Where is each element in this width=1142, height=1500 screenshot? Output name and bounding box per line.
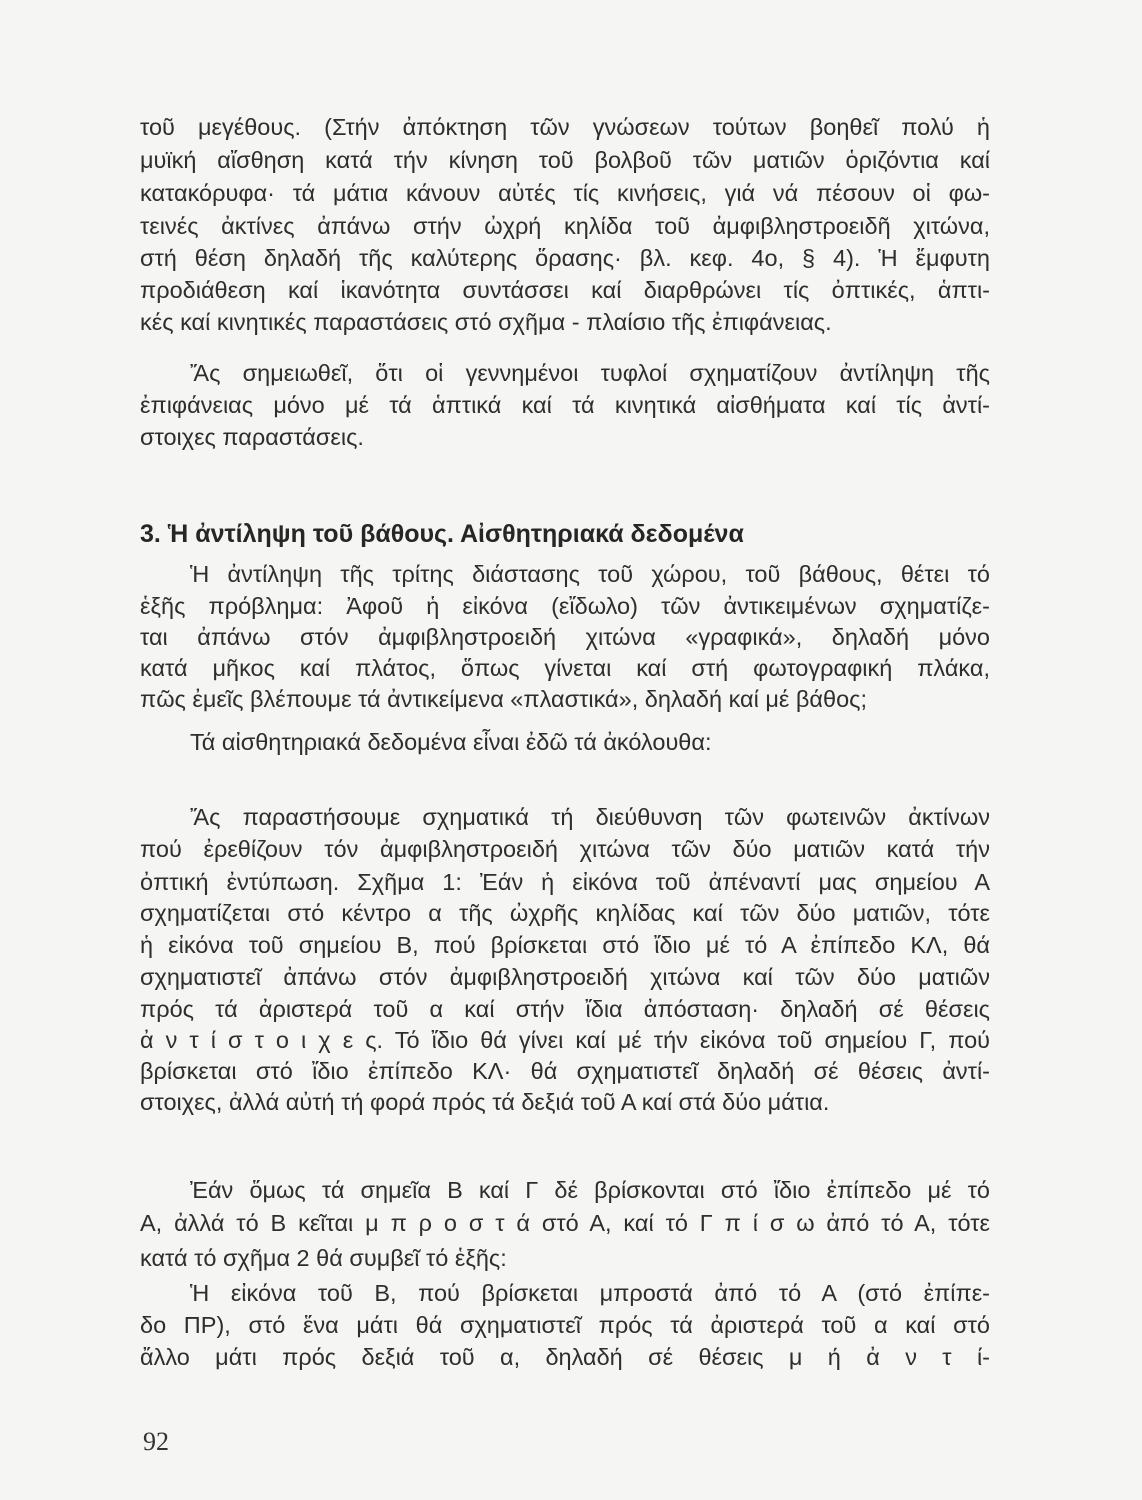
text-line: Ἄς σημειωθεῖ, ὅτι οἱ γεννημένοι τυφλοί σχηματίζουν ἀντίληψη τῆς: [190, 360, 990, 386]
text-line: πρός τά ἀριστερά τοῦ α καί στήν ἴδια ἀπόσταση· δηλαδή σέ θέσεις: [140, 996, 990, 1022]
text-line: κές καί κινητικές παραστάσεις στό σχῆμα - πλαίσιο τῆς ἐπιφάνειας.: [140, 309, 832, 335]
text-line: τεινές ἀκτίνες ἀπάνω στήν ὠχρή κηλίδα τοῦ ἀμφιβληστροειδῆ χιτώνα,: [140, 213, 990, 239]
text-line: στοιχες παραστάσεις.: [140, 424, 364, 450]
text-line: τοῦ μεγέθους. (Στήν ἀπόκτηση τῶν γνώσεων τούτων βοηθεῖ πολύ ἡ: [140, 114, 990, 140]
text-line: προδιάθεση καί ἱκανότητα συντάσσει καί διαρθρώνει τίς ὀπτικές, ἁπτι-: [140, 277, 990, 303]
text-line: ται ἀπάνω στόν ἀμφιβληστροειδή χιτώνα «γραφικά», δηλαδή μόνο: [140, 624, 990, 650]
text-line: ἄλλο μάτι πρός δεξιά τοῦ α, δηλαδή σέ θέσεις μ ή ἀ ν τ ί-: [140, 1344, 990, 1370]
text-line: ὀπτική ἐντύπωση. Σχῆμα 1: Ἐάν ἡ εἰκόνα τοῦ ἀπέναντί μας σημείου Α: [140, 869, 990, 895]
text-line: σχηματίζεται στό κέντρο α τῆς ὠχρῆς κηλίδας καί τῶν δύο ματιῶν, τότε: [140, 900, 990, 926]
text-line: πῶς ἐμεῖς βλέπουμε τά ἀντικείμενα «πλαστικά», δηλαδή καί μέ βάθος;: [140, 686, 868, 712]
text-line: ἀ ν τ ί σ τ ο ι χ ε ς. Τό ἴδιο θά γίνει καί μέ τήν εἰκόνα τοῦ σημείου Γ, πού: [140, 1027, 990, 1053]
text-line: Ἡ εἰκόνα τοῦ Β, πού βρίσκεται μπροστά ἀπό τό Α (στό ἐπίπε-: [190, 1280, 990, 1306]
text-line: δο ΠΡ), στό ἕνα μάτι θά σχηματιστεῖ πρός τά ἀριστερά τοῦ α καί στό: [140, 1312, 990, 1338]
page-number: 92: [143, 1427, 169, 1456]
text-line: ἐπιφάνειας μόνο μέ τά ἁπτικά καί τά κινητικά αἰσθήματα καί τίς ἀντί-: [140, 392, 990, 418]
text-line: κατά τό σχῆμα 2 θά συμβεῖ τό ἑξῆς:: [140, 1245, 507, 1271]
section-heading: 3. Ἡ ἀντίληψη τοῦ βάθους. Αἰσθητηριακά δεδομένα: [140, 520, 744, 548]
text-line: Ἡ ἀντίληψη τῆς τρίτης διάστασης τοῦ χώρου, τοῦ βάθους, θέτει τό: [190, 561, 990, 587]
text-line: ἑξῆς πρόβλημα: Ἀφοῦ ἡ εἰκόνα (εἴδωλο) τῶν ἀντικειμένων σχηματίζε-: [140, 593, 990, 619]
text-line: Ἄς παραστήσουμε σχηματικά τή διεύθυνση τῶν φωτεινῶν ἀκτίνων: [190, 804, 990, 830]
text-line: σχηματιστεῖ ἀπάνω στόν ἀμφιβληστροειδή χιτώνα καί τῶν δύο ματιῶν: [140, 964, 990, 990]
text-line: Τά αἰσθητηριακά δεδομένα εἶναι ἐδῶ τά ἀκόλουθα:: [190, 729, 712, 755]
text-line: κατακόρυφα· τά μάτια κάνουν αὐτές τίς κινήσεις, γιά νά πέσουν οἱ φω-: [140, 180, 990, 206]
text-line: Α, ἀλλά τό Β κεῖται μ π ρ ο σ τ ά στό Α, καί τό Γ π ί σ ω ἀπό τό Α, τότε: [140, 1210, 990, 1236]
text-line: ἡ εἰκόνα τοῦ σημείου Β, πού βρίσκεται στό ἴδιο μέ τό Α ἐπίπεδο ΚΛ, θά: [140, 932, 990, 958]
text-line: μυϊκή αἴσθηση κατά τήν κίνηση τοῦ βολβοῦ τῶν ματιῶν ὁριζόντια καί: [140, 147, 990, 173]
text-line: Ἐάν ὅμως τά σημεῖα Β καί Γ δέ βρίσκονται στό ἴδιο ἐπίπεδο μέ τό: [190, 1177, 990, 1203]
text-line: κατά μῆκος καί πλάτος, ὅπως γίνεται καί στή φωτογραφική πλάκα,: [140, 655, 990, 681]
text-line: στοιχες, ἀλλά αὐτή τή φορά πρός τά δεξιά τοῦ Α καί στά δύο μάτια.: [140, 1089, 830, 1115]
text-line: στή θέση δηλαδή τῆς καλύτερης ὅρασης· βλ. κεφ. 4ο, § 4). Ἡ ἔμφυτη: [140, 245, 990, 271]
text-line: πού ἐρεθίζουν τόν ἀμφιβληστροειδή χιτώνα τῶν δύο ματιῶν κατά τήν: [140, 836, 990, 862]
text-line: βρίσκεται στό ἴδιο ἐπίπεδο ΚΛ· θά σχηματιστεῖ δηλαδή σέ θέσεις ἀντί-: [140, 1058, 990, 1084]
